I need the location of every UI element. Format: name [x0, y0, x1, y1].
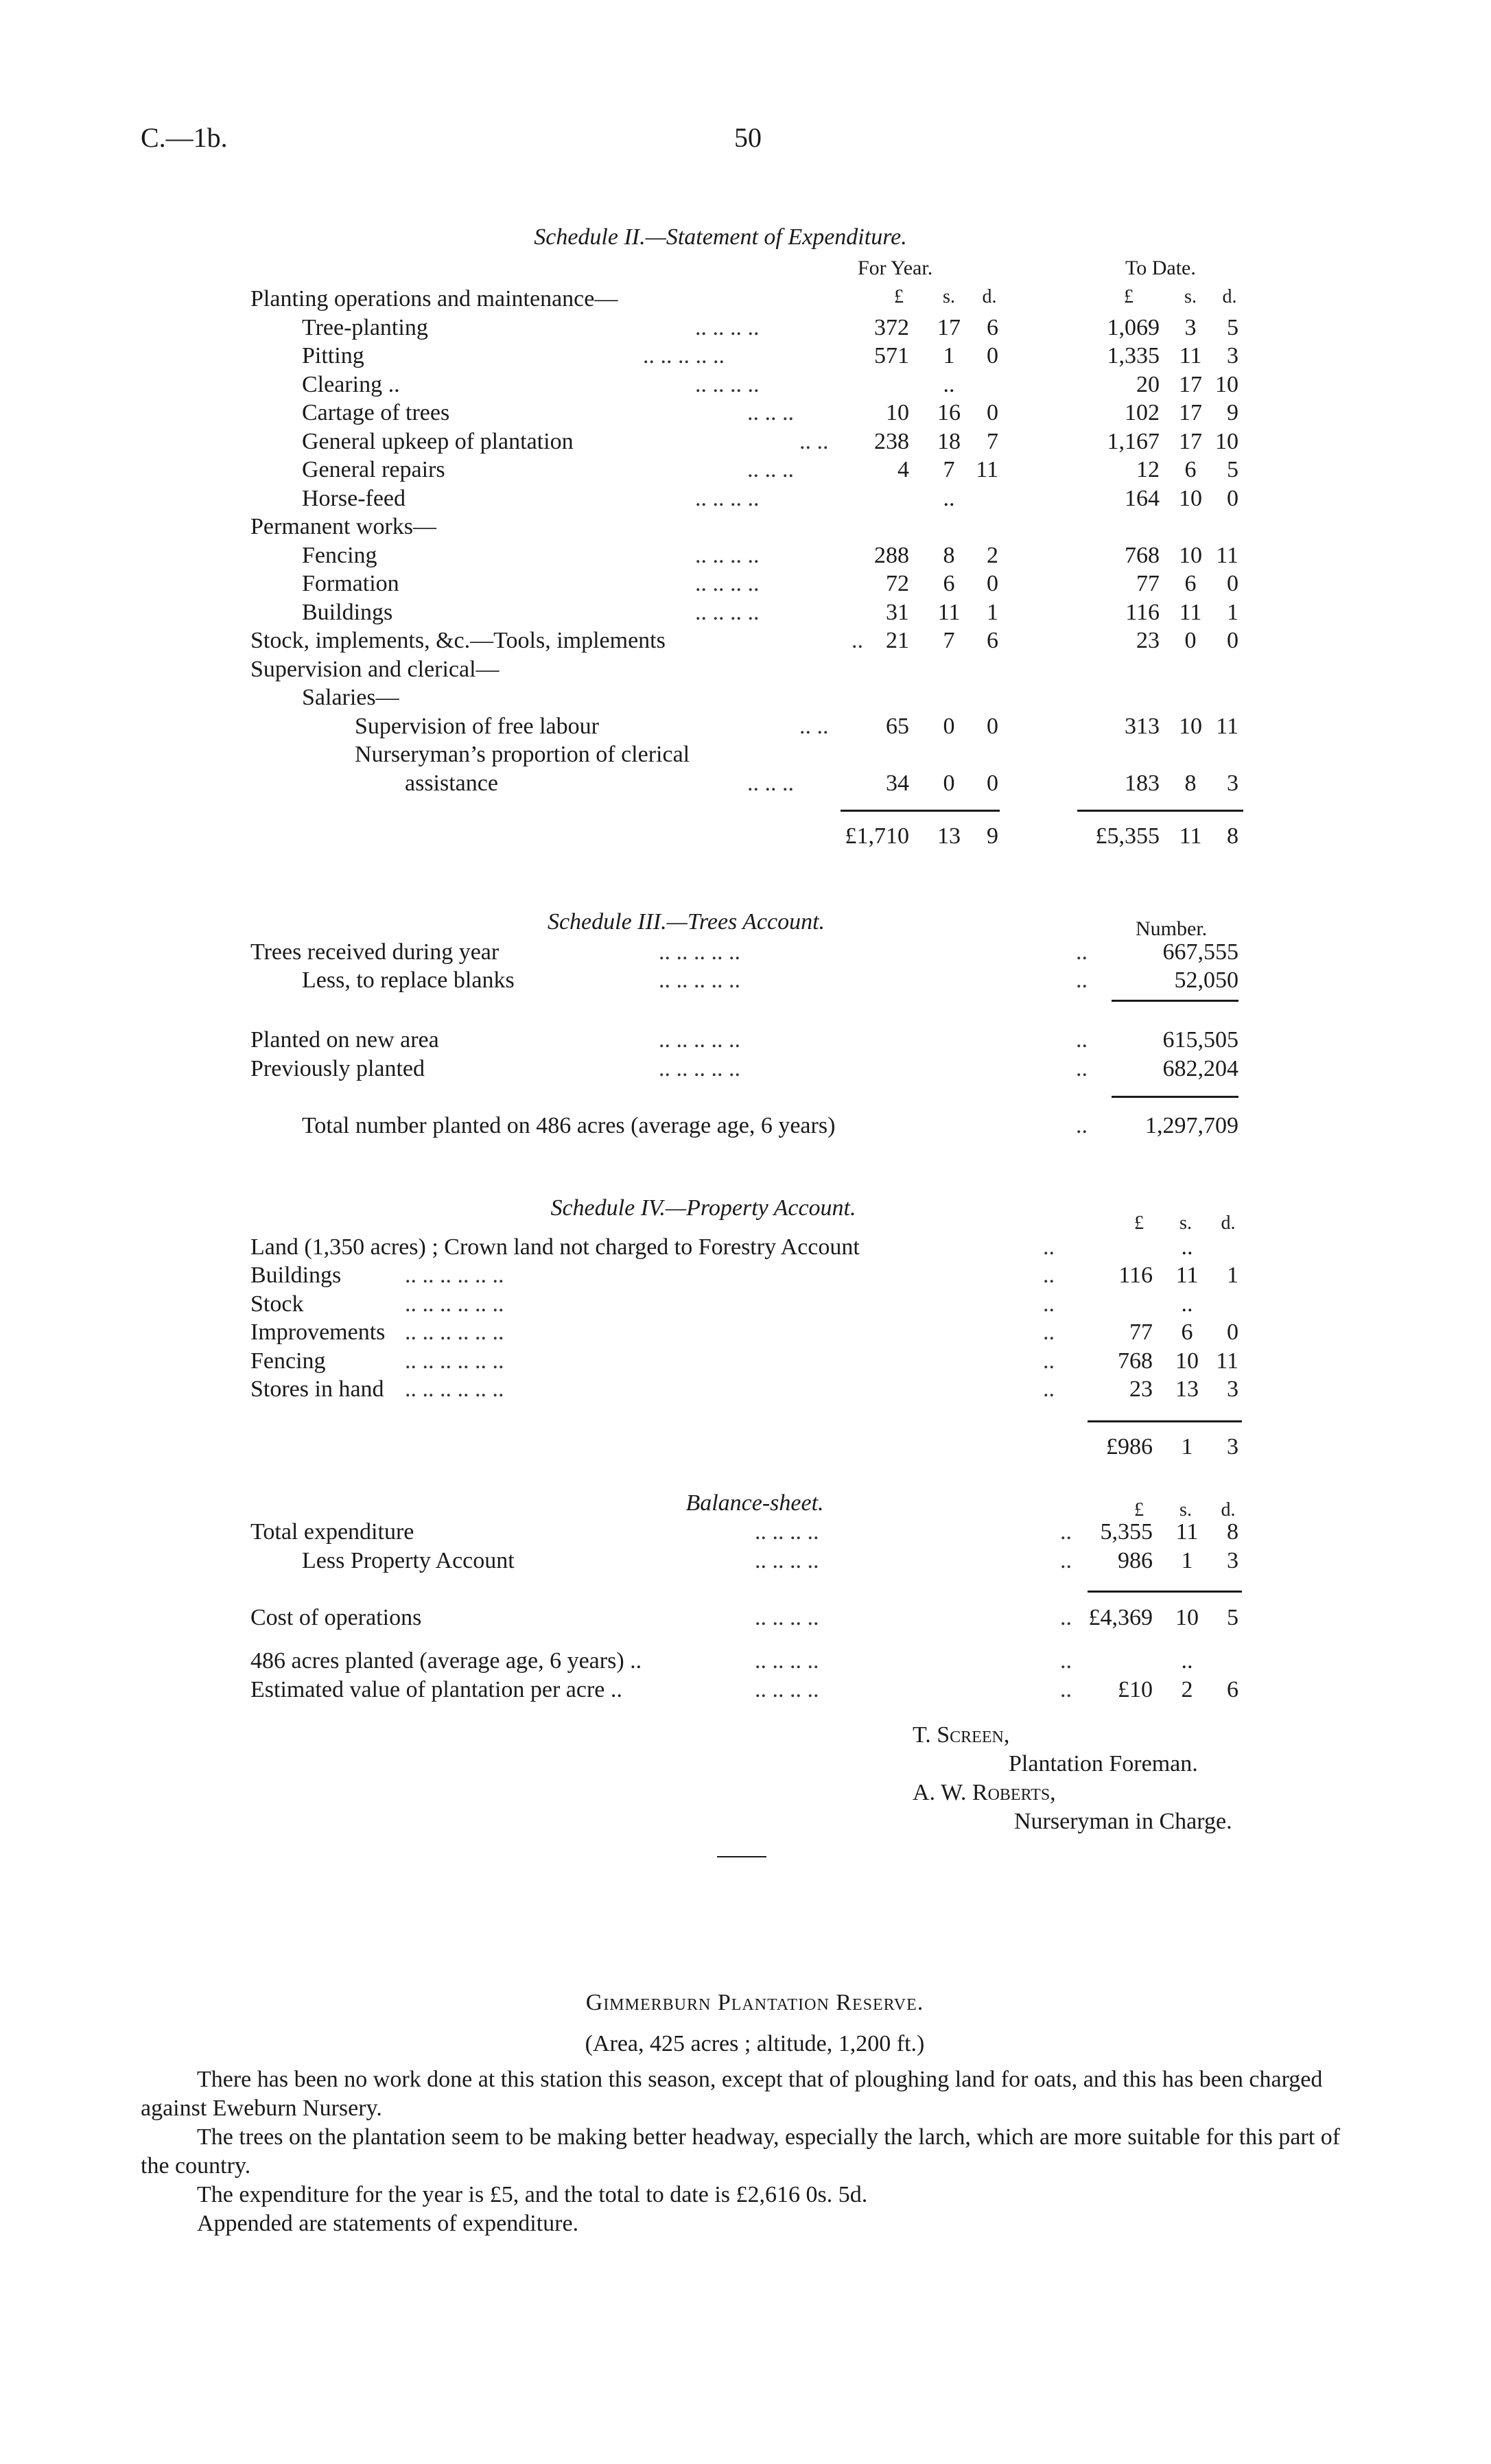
schedule-4-row-label: Land (1,350 acres) ; Crown land not charged to Forestry Account	[250, 1234, 860, 1260]
schedule-4-total-shillings: 1	[1181, 1434, 1193, 1459]
schedule-2-year-pence: 11	[976, 457, 998, 482]
balance-row-leader-end: ..	[1060, 1548, 1072, 1573]
schedule-2-year-unit-pence: d.	[982, 286, 997, 307]
schedule-2-date-pounds: 1,167	[1107, 429, 1160, 454]
balance-row-shillings: 1	[1181, 1548, 1193, 1573]
schedule-3-col: Number.	[1136, 917, 1208, 940]
schedule-2-year-shillings: 7	[943, 628, 955, 653]
schedule-3-row-leader: .. .. .. .. ..	[659, 939, 740, 965]
schedule-2-row-label: Supervision and clerical—	[250, 657, 500, 682]
balance-row-pounds: 986	[1118, 1548, 1153, 1573]
schedule-4-row-pounds: 23	[1129, 1376, 1153, 1402]
schedule-2-year-pounds: 288	[874, 543, 909, 568]
schedule-2-date-pounds: 20	[1136, 372, 1160, 397]
balance-row-pounds: £4,369	[1088, 1605, 1153, 1630]
schedule-2-row-label: Horse-feed	[302, 486, 406, 511]
schedule-3-row-value: 615,505	[1162, 1027, 1238, 1053]
schedule-4-rule	[1088, 1420, 1242, 1422]
schedule-4-row-shillings: 11	[1175, 1263, 1199, 1288]
schedule-2-year-pence: 6	[987, 628, 998, 653]
schedule-2-date-shillings: 11	[1179, 600, 1202, 625]
schedule-4-row-label: Improvements	[250, 1319, 386, 1345]
balance-row-shillings: 11	[1175, 1519, 1199, 1545]
section-paragraph-2: The trees on the plantation seem to be making better headway, especially the larch, which are more suitable for this part of the country.	[141, 2124, 1341, 2179]
schedule-2-year-shillings: 0	[943, 714, 955, 739]
schedule-2-date-shillings: 3	[1184, 315, 1197, 340]
schedule-2-total-year-pounds: £1,710	[845, 823, 909, 849]
schedule-2-row-label: Nurseryman’s proportion of clerical	[355, 742, 690, 767]
schedule-2-year-shillings: 17	[937, 315, 961, 340]
schedule-4-row-label: Buildings	[250, 1263, 342, 1288]
schedule-2-year-shillings: ..	[943, 372, 955, 397]
schedule-2-row-label: General repairs	[302, 457, 445, 482]
schedule-2-date-pence: 9	[1227, 400, 1238, 425]
schedule-2-row-label: Supervision of free labour	[355, 714, 599, 739]
schedule-2-year-pounds: 34	[886, 771, 909, 796]
schedule-2-row-leader: .. .. ..	[747, 771, 794, 796]
schedule-4-row-shillings: 10	[1175, 1348, 1199, 1374]
balance-row-label: Estimated value of plantation per acre ..	[250, 1677, 622, 1702]
balance-unit-pence: d.	[1221, 1499, 1236, 1521]
schedule-3-row-leader: .. .. .. .. ..	[659, 1056, 740, 1081]
schedule-4-row-leader-end: ..	[1043, 1234, 1055, 1260]
signature-name-2: A. W. Roberts,	[913, 1780, 1056, 1805]
schedule-2-date-shillings: 17	[1179, 400, 1202, 425]
balance-sheet-title: Balance-sheet.	[685, 1490, 824, 1516]
schedule-2-row-leader: .. .. ..	[747, 457, 794, 482]
schedule-2-row-label: Stock, implements, &c.—Tools, implements	[250, 628, 666, 653]
schedule-3-row-leader-end: ..	[1076, 1027, 1088, 1053]
schedule-4-row-leader: .. .. .. .. .. ..	[405, 1376, 504, 1402]
schedule-4-title: Schedule IV.—Property Account.	[550, 1195, 856, 1221]
schedule-3-row-label: Total number planted on 486 acres (average age, 6 years)	[302, 1113, 836, 1138]
schedule-3-row-label: Less, to replace blanks	[302, 967, 515, 993]
balance-row-label: Less Property Account	[302, 1548, 515, 1573]
schedule-2-year-pence: 0	[987, 400, 998, 425]
schedule-2-date-pence: 0	[1227, 571, 1238, 596]
schedule-2-date-pence: 3	[1227, 343, 1238, 368]
section-subtitle: (Area, 425 acres ; altitude, 1,200 ft.)	[585, 2031, 925, 2056]
schedule-2-date-pounds: 12	[1136, 457, 1160, 482]
schedule-2-year-shillings: 0	[943, 771, 955, 796]
schedule-4-row-pence: 0	[1227, 1319, 1238, 1345]
schedule-2-year-pounds: 372	[874, 315, 909, 340]
schedule-2-year-shillings: 8	[943, 543, 955, 568]
schedule-2-date-pence: 11	[1216, 543, 1238, 568]
section-title: Gimmerburn Plantation Reserve.	[585, 1990, 924, 2015]
schedule-4-row-pence: 11	[1216, 1348, 1238, 1374]
balance-row-shillings: ..	[1181, 1648, 1193, 1674]
schedule-4-row-shillings: 6	[1181, 1319, 1193, 1345]
schedule-2-row-label: Pitting	[302, 343, 364, 368]
schedule-2-date-pence: 10	[1215, 429, 1238, 454]
schedule-2-date-pounds: 1,335	[1107, 343, 1160, 368]
schedule-2-total-date-shillings: 11	[1179, 823, 1202, 849]
schedule-2-year-pence: 0	[987, 571, 998, 596]
schedule-2-year-pence: 7	[987, 429, 998, 454]
schedule-2-year-pence: 0	[987, 771, 998, 796]
balance-row-pence: 3	[1227, 1548, 1238, 1573]
schedule-2-date-pounds: 77	[1136, 571, 1160, 596]
schedule-2-row-leader: .. .. .. ..	[695, 600, 760, 625]
schedule-2-title: Schedule II.—Statement of Expenditure.	[534, 224, 907, 250]
schedule-2-row-label: Salaries—	[302, 685, 399, 710]
schedule-4-total-pence: 3	[1227, 1434, 1238, 1459]
schedule-2-year-unit-pounds: £	[894, 286, 904, 307]
schedule-4-row-shillings: 13	[1175, 1376, 1199, 1402]
balance-row-pence: 6	[1227, 1677, 1238, 1702]
section-paragraph-3: The expenditure for the year is £5, and the total to date is £2,616 0s. 5d.	[197, 2182, 868, 2207]
schedule-2-col-date: To Date.	[1125, 257, 1196, 279]
schedule-2-year-pounds: 238	[874, 429, 909, 454]
schedule-2-row-label: Formation	[302, 571, 399, 596]
schedule-3-rule-2	[1112, 1096, 1238, 1098]
schedule-2-row-leader: .. .. .. ..	[695, 486, 760, 511]
schedule-2-row-label: General upkeep of plantation	[302, 429, 574, 454]
balance-row-leader-end: ..	[1060, 1648, 1072, 1674]
schedule-2-date-pence: 0	[1227, 628, 1238, 653]
balance-row-pounds: 5,355	[1100, 1519, 1153, 1545]
balance-unit-shillings: s.	[1179, 1499, 1192, 1521]
schedule-2-row-label: Tree-planting	[302, 315, 428, 340]
balance-row-leader: .. .. .. ..	[755, 1548, 819, 1573]
schedule-4-row-pounds: 116	[1118, 1263, 1153, 1288]
balance-row-label: 486 acres planted (average age, 6 years) ..	[250, 1648, 642, 1674]
balance-row-leader: .. .. .. ..	[755, 1648, 819, 1674]
schedule-3-row-leader-end: ..	[1076, 1113, 1088, 1138]
schedule-4-unit-shillings: s.	[1179, 1212, 1192, 1234]
schedule-2-date-pounds: 768	[1125, 543, 1160, 568]
schedule-2-year-pence: 0	[987, 343, 998, 368]
schedule-2-year-shillings: ..	[943, 486, 955, 511]
schedule-2-date-shillings: 6	[1184, 571, 1197, 596]
balance-row-pence: 8	[1227, 1519, 1238, 1545]
schedule-4-row-label: Stores in hand	[250, 1376, 384, 1402]
schedule-2-date-shillings: 8	[1184, 771, 1197, 796]
schedule-2-year-pounds: 72	[886, 571, 909, 596]
schedule-4-unit-pounds: £	[1134, 1212, 1144, 1234]
schedule-2-row-label: Clearing ..	[302, 372, 400, 397]
schedule-2-year-pounds: 10	[886, 400, 909, 425]
balance-row-shillings: 2	[1181, 1677, 1193, 1702]
schedule-2-row-label: Fencing	[302, 543, 377, 568]
schedule-2-date-shillings: 10	[1179, 714, 1202, 739]
schedule-2-row-label: assistance	[405, 771, 498, 796]
schedule-4-row-pounds: 77	[1129, 1319, 1153, 1345]
balance-row-label: Total expenditure	[250, 1519, 414, 1545]
schedule-4-row-pounds: 768	[1118, 1348, 1153, 1374]
schedule-3-row-value: 667,555	[1162, 939, 1238, 965]
schedule-2-date-shillings: 10	[1179, 486, 1202, 511]
schedule-4-row-leader: .. .. .. .. .. ..	[405, 1319, 504, 1345]
schedule-2-year-pounds: 4	[897, 457, 909, 482]
schedule-2-date-shillings: 10	[1179, 543, 1202, 568]
schedule-2-row-leader: .. .. .. ..	[695, 571, 760, 596]
schedule-2-date-pounds: 313	[1125, 714, 1160, 739]
schedule-2-date-unit-pence: d.	[1222, 286, 1237, 307]
schedule-2-date-pounds: 116	[1125, 600, 1160, 625]
schedule-2-year-pounds: 65	[886, 714, 909, 739]
balance-row-leader: .. .. .. ..	[755, 1519, 819, 1545]
schedule-2-date-unit-pounds: £	[1124, 286, 1134, 307]
schedule-2-row-leader: .. .. .. ..	[695, 315, 760, 340]
balance-unit-pounds: £	[1134, 1499, 1144, 1521]
schedule-4-row-leader-end: ..	[1043, 1291, 1055, 1317]
schedule-2-year-pence: 0	[987, 714, 998, 739]
schedule-2-row-leader: .. .. .. ..	[695, 372, 760, 397]
balance-rule	[1088, 1591, 1242, 1593]
schedule-3-row-leader-end: ..	[1076, 1056, 1088, 1081]
schedule-2-date-shillings: 11	[1179, 343, 1202, 368]
schedule-2-year-pence: 1	[987, 600, 998, 625]
schedule-2-row-label: Buildings	[302, 600, 393, 625]
schedule-2-row-leader: .. ..	[799, 714, 829, 739]
signature-title-1: Plantation Foreman.	[1009, 1751, 1198, 1776]
section-paragraph-1: There has been no work done at this station this season, except that of ploughing land for oats, and this has been charged against Eweburn Nursery.	[141, 2067, 1323, 2121]
schedule-2-date-unit-shillings: s.	[1184, 286, 1197, 307]
schedule-3-row-leader: .. .. .. .. ..	[659, 1027, 740, 1053]
balance-row-leader-end: ..	[1060, 1677, 1072, 1702]
schedule-2-row-leader: .. ..	[799, 429, 829, 454]
schedule-4-total-pounds: £986	[1106, 1434, 1153, 1459]
schedule-4-row-leader-end: ..	[1043, 1319, 1055, 1345]
schedule-2-year-pounds: 31	[886, 600, 909, 625]
schedule-3-rule-1	[1112, 1000, 1238, 1002]
schedule-4-row-leader: .. .. .. .. .. ..	[405, 1291, 504, 1317]
schedule-4-unit-pence: d.	[1221, 1212, 1236, 1234]
schedule-2-date-pence: 3	[1227, 771, 1238, 796]
schedule-4-row-shillings: ..	[1181, 1234, 1193, 1260]
schedule-2-year-unit-shillings: s.	[943, 286, 955, 307]
schedule-4-row-pence: 1	[1227, 1263, 1238, 1288]
schedule-3-row-value: 1,297,709	[1145, 1113, 1238, 1138]
schedule-2-date-pounds: 102	[1125, 400, 1160, 425]
schedule-2-total-year-pence: 9	[987, 823, 998, 849]
signature-name-1: T. Screen,	[913, 1722, 1010, 1748]
schedule-2-row-leader: ..	[852, 628, 863, 653]
schedule-2-date-pounds: 1,069	[1107, 315, 1160, 340]
balance-row-leader-end: ..	[1060, 1605, 1072, 1630]
section-divider	[717, 1856, 766, 1857]
balance-row-leader: .. .. .. ..	[755, 1677, 819, 1702]
schedule-2-col-year: For Year.	[858, 257, 933, 279]
schedule-2-year-shillings: 11	[937, 600, 961, 625]
schedule-3-row-leader: .. .. .. .. ..	[659, 967, 740, 993]
schedule-2-year-pounds: 571	[874, 343, 909, 368]
balance-row-pounds: £10	[1118, 1677, 1153, 1702]
schedule-2-date-shillings: 17	[1179, 372, 1202, 397]
schedule-3-row-label: Planted on new area	[250, 1027, 439, 1053]
schedule-3-row-leader-end: ..	[1076, 939, 1088, 965]
balance-row-pence: 5	[1227, 1605, 1238, 1630]
schedule-2-date-pounds: 183	[1125, 771, 1160, 796]
schedule-4-row-leader-end: ..	[1043, 1376, 1055, 1402]
schedule-2-year-shillings: 1	[943, 343, 955, 368]
schedule-2-date-pounds: 23	[1136, 628, 1160, 653]
schedule-2-row-label: Cartage of trees	[302, 400, 450, 425]
schedule-4-row-label: Stock	[250, 1291, 304, 1317]
schedule-2-date-pence: 5	[1227, 315, 1238, 340]
schedule-3-row-value: 52,050	[1174, 967, 1238, 993]
schedule-2-year-rule	[841, 810, 1000, 812]
signature-title-2: Nurseryman in Charge.	[1014, 1809, 1232, 1834]
schedule-3-title: Schedule III.—Trees Account.	[547, 909, 825, 935]
schedule-2-date-shillings: 17	[1179, 429, 1202, 454]
schedule-4-row-pence: 3	[1227, 1376, 1238, 1402]
schedule-2-row-label: Planting operations and maintenance—	[250, 286, 618, 312]
schedule-2-year-shillings: 18	[937, 429, 961, 454]
page-number: 50	[734, 122, 762, 153]
schedule-2-total-date-pence: 8	[1227, 823, 1238, 849]
schedule-2-row-leader: .. .. .. ..	[695, 543, 760, 568]
schedule-4-row-leader-end: ..	[1043, 1348, 1055, 1374]
schedule-2-total-date-pounds: £5,355	[1095, 823, 1160, 849]
schedule-2-total-year-shillings: 13	[937, 823, 961, 849]
schedule-3-row-label: Trees received during year	[250, 939, 500, 965]
schedule-2-year-pence: 2	[987, 543, 998, 568]
schedule-2-date-pence: 10	[1215, 372, 1238, 397]
schedule-2-row-label: Permanent works—	[250, 514, 437, 539]
schedule-2-year-pence: 6	[987, 315, 998, 340]
schedule-2-row-leader: .. .. .. .. ..	[643, 343, 725, 368]
schedule-4-row-leader-end: ..	[1043, 1263, 1055, 1288]
schedule-3-row-value: 682,204	[1162, 1056, 1238, 1081]
balance-row-leader-end: ..	[1060, 1519, 1072, 1545]
schedule-2-date-pounds: 164	[1125, 486, 1160, 511]
schedule-2-year-shillings: 6	[943, 571, 955, 596]
schedule-2-year-pounds: 21	[886, 628, 909, 653]
document-code: C.—1b.	[141, 122, 228, 153]
schedule-3-row-leader-end: ..	[1076, 967, 1088, 993]
schedule-3-row-label: Previously planted	[250, 1056, 425, 1081]
schedule-2-row-leader: .. .. ..	[747, 400, 794, 425]
schedule-2-date-pence: 0	[1227, 486, 1238, 511]
balance-row-leader: .. .. .. ..	[755, 1605, 819, 1630]
schedule-4-row-leader: .. .. .. .. .. ..	[405, 1263, 504, 1288]
schedule-2-year-shillings: 16	[937, 400, 961, 425]
schedule-4-row-shillings: ..	[1181, 1291, 1193, 1317]
section-paragraph-4: Appended are statements of expenditure.	[197, 2211, 579, 2236]
schedule-2-date-shillings: 6	[1184, 457, 1197, 482]
schedule-2-date-shillings: 0	[1184, 628, 1197, 653]
schedule-2-date-pence: 1	[1227, 600, 1238, 625]
schedule-2-date-rule	[1077, 810, 1243, 812]
balance-row-label: Cost of operations	[250, 1605, 422, 1630]
schedule-2-date-pence: 5	[1227, 457, 1238, 482]
schedule-2-date-pence: 11	[1216, 714, 1238, 739]
schedule-4-row-label: Fencing	[250, 1348, 326, 1374]
schedule-4-row-leader: .. .. .. .. .. ..	[405, 1348, 504, 1374]
balance-row-shillings: 10	[1175, 1605, 1199, 1630]
schedule-2-year-shillings: 7	[943, 457, 955, 482]
